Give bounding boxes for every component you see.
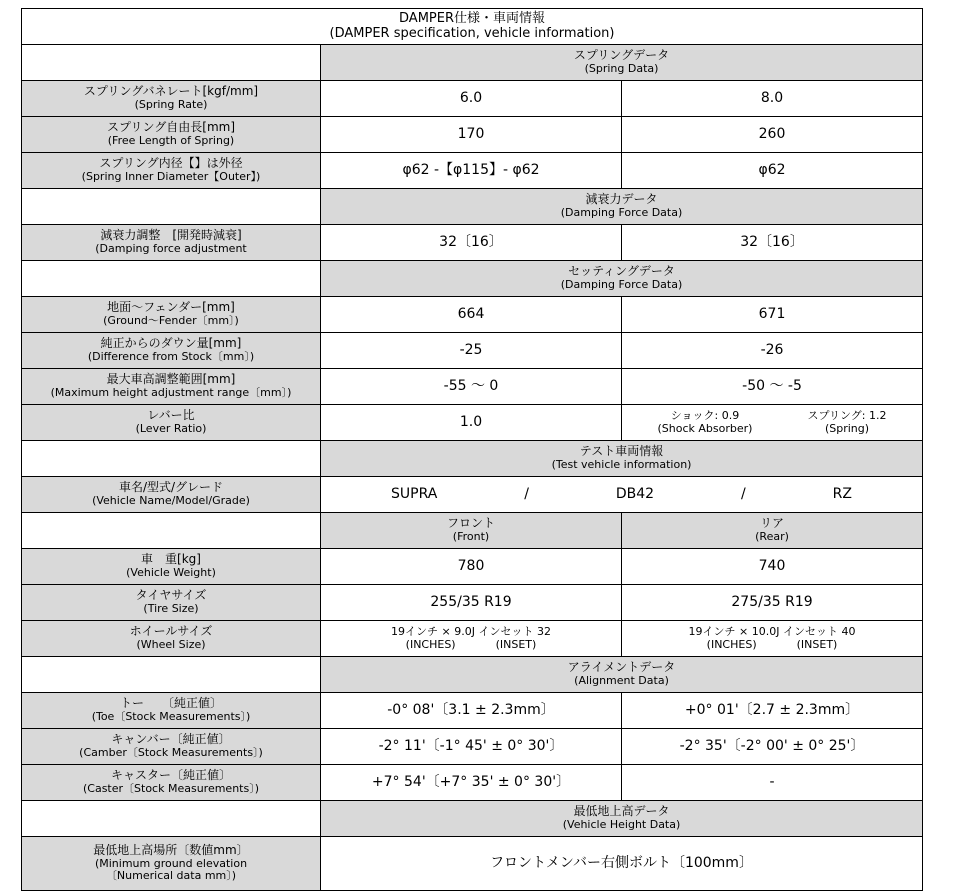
label-lever-ratio: レバー比 (Lever Ratio) xyxy=(22,405,321,441)
weight-front: 780 xyxy=(321,549,622,585)
ground-fender-front: 664 xyxy=(321,297,622,333)
title-en: (DAMPER specification, vehicle information) xyxy=(329,25,615,41)
free-length-front: 170 xyxy=(321,117,622,153)
damper-spec-table xyxy=(21,8,923,891)
label-camber: キャンバー〔純正値〕 (Camber〔Stock Measurements〕) xyxy=(22,729,321,765)
inner-diameter-front: φ62 -【φ115】- φ62 xyxy=(321,153,622,189)
label-min-height: 最低地上高場所〔数値mm〕 (Minimum ground elevation 〔Numerical data mm〕) xyxy=(22,837,321,891)
vehicle-grade: RZ xyxy=(832,486,852,503)
table-row xyxy=(22,369,923,405)
lever-ratio-shock: ショック: 0.9 xyxy=(670,408,740,422)
max-height-rear: -50 ～ -5 xyxy=(622,369,923,405)
table-row xyxy=(22,297,923,333)
inner-diameter-rear: φ62 xyxy=(622,153,923,189)
label-tire: タイヤサイズ (Tire Size) xyxy=(22,585,321,621)
title-ja: DAMPER仕様・車両情報 xyxy=(399,10,545,26)
caster-front: +7° 54'〔+7° 35' ± 0° 30'〕 xyxy=(321,765,622,801)
label-difference: 純正からのダウン量[mm] (Difference from Stock〔mm〕) xyxy=(22,333,321,369)
table-row xyxy=(22,837,923,891)
free-length-rear: 260 xyxy=(622,117,923,153)
difference-rear: -26 xyxy=(622,333,923,369)
table-row xyxy=(22,585,923,621)
spring-rate-rear: 8.0 xyxy=(622,81,923,117)
tire-rear: 275/35 R19 xyxy=(622,585,923,621)
table-row xyxy=(22,693,923,729)
weight-rear: 740 xyxy=(622,549,923,585)
table-row xyxy=(22,117,923,153)
damping-data-header: 減衰力データ (Damping Force Data) xyxy=(321,189,923,225)
label-max-height: 最大車高調整範囲[mm] (Maximum height adjustment range〔mm〕) xyxy=(22,369,321,405)
vehicle-model: DB42 xyxy=(615,486,655,503)
rear-header: リア (Rear) xyxy=(622,513,923,549)
wheel-rear: 19インチ × 10.0J インセット 40 (INCHES) (INSET) xyxy=(622,621,923,657)
table-row xyxy=(22,621,923,657)
table-row xyxy=(22,477,923,513)
table-row xyxy=(22,729,923,765)
label-spring-rate: スプリングバネレート[kgf/mm] (Spring Rate) xyxy=(22,81,321,117)
max-height-front: -55 ～ 0 xyxy=(321,369,622,405)
table-row xyxy=(22,225,923,261)
table-row xyxy=(22,153,923,189)
vehicle-info: SUPRA / DB42 / RZ xyxy=(321,477,923,513)
table-row xyxy=(22,405,923,441)
tire-front: 255/35 R19 xyxy=(321,585,622,621)
label-vehicle: 車名/型式/グレード (Vehicle Name/Model/Grade) xyxy=(22,477,321,513)
alignment-header: アライメントデータ (Alignment Data) xyxy=(321,657,923,693)
ground-fender-rear: 671 xyxy=(622,297,923,333)
damping-adjust-front: 32〔16〕 xyxy=(321,225,622,261)
front-header: フロント (Front) xyxy=(321,513,622,549)
wheel-front: 19インチ × 9.0J インセット 32 (INCHES) (INSET) xyxy=(321,621,622,657)
table-title xyxy=(22,9,923,45)
spring-rate-front: 6.0 xyxy=(321,81,622,117)
damping-adjust-rear: 32〔16〕 xyxy=(622,225,923,261)
label-toe: トー 〔純正値〕 (Toe〔Stock Measurements〕) xyxy=(22,693,321,729)
table-row xyxy=(22,765,923,801)
test-vehicle-header: テスト車両情報 (Test vehicle information) xyxy=(321,441,923,477)
label-ground-fender: 地面～フェンダー[mm] (Ground～Fender〔mm〕) xyxy=(22,297,321,333)
difference-front: -25 xyxy=(321,333,622,369)
label-wheel: ホイールサイズ (Wheel Size) xyxy=(22,621,321,657)
lever-ratio-spring: スプリング: 1.2 xyxy=(807,408,887,422)
min-height-value: フロントメンバー右側ボルト〔100mm〕 xyxy=(321,837,923,891)
lever-ratio-rear: ショック: 0.9 (Shock Absorber) スプリング: 1.2 (Spring) xyxy=(622,405,923,441)
toe-rear: +0° 01'〔2.7 ± 2.3mm〕 xyxy=(622,693,923,729)
table-row xyxy=(22,81,923,117)
label-free-length: スプリング自由長[mm] (Free Length of Spring) xyxy=(22,117,321,153)
label-inner-diameter: スプリング内径【】は外径 (Spring Inner Diameter【Outer】) xyxy=(22,153,321,189)
spring-data-header: スプリングデータ (Spring Data) xyxy=(321,45,923,81)
table-row xyxy=(22,333,923,369)
label-damping-adjust: 減衰力調整 [開発時減衰] (Damping force adjustment xyxy=(22,225,321,261)
lever-ratio-front: 1.0 xyxy=(321,405,622,441)
toe-front: -0° 08'〔3.1 ± 2.3mm〕 xyxy=(321,693,622,729)
label-weight: 車 重[kg] (Vehicle Weight) xyxy=(22,549,321,585)
caster-rear: - xyxy=(622,765,923,801)
setting-data-header: セッティングデータ (Damping Force Data) xyxy=(321,261,923,297)
camber-rear: -2° 35'〔-2° 00' ± 0° 25'〕 xyxy=(622,729,923,765)
table-row xyxy=(22,549,923,585)
label-caster: キャスター〔純正値〕 (Caster〔Stock Measurements〕) xyxy=(22,765,321,801)
vehicle-name: SUPRA xyxy=(391,486,438,503)
min-height-header: 最低地上高データ (Vehicle Height Data) xyxy=(321,801,923,837)
camber-front: -2° 11'〔-1° 45' ± 0° 30'〕 xyxy=(321,729,622,765)
